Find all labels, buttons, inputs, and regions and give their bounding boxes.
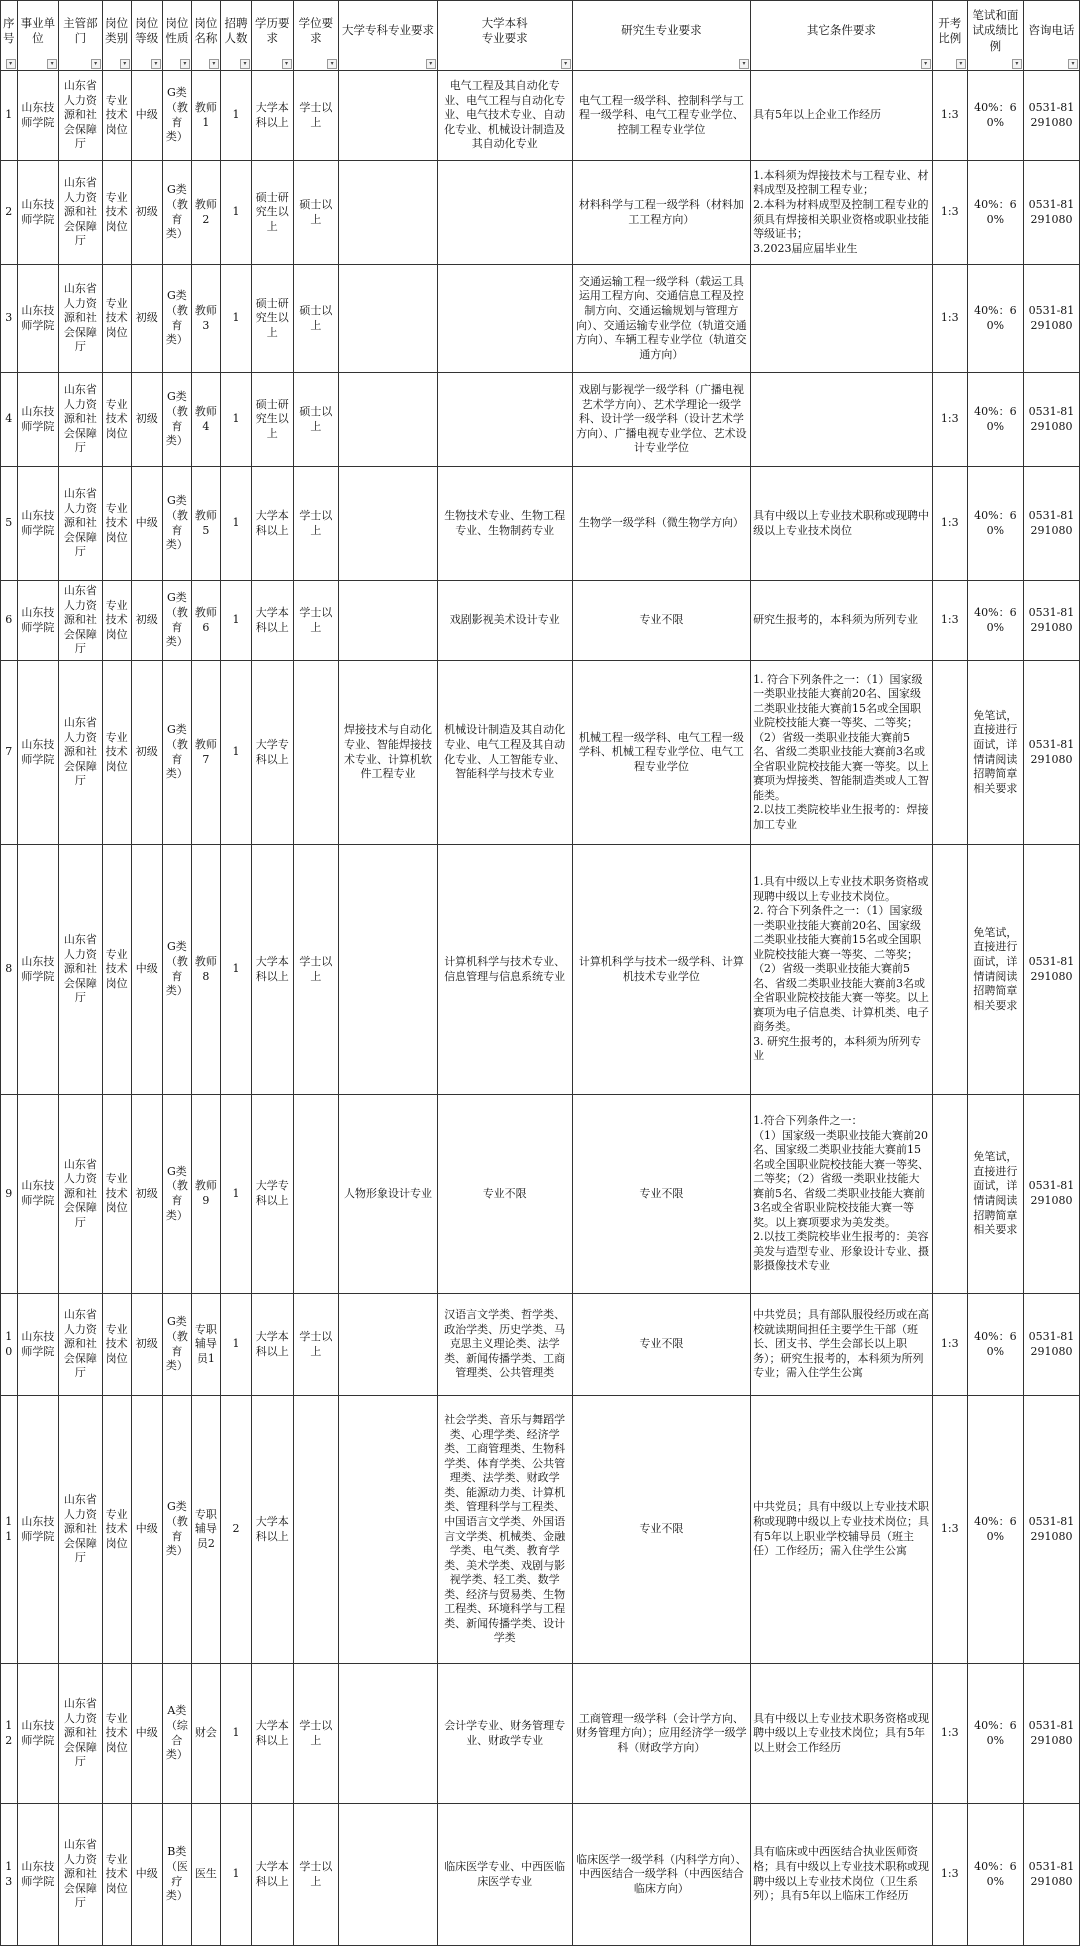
cell-weight: 40%：60% xyxy=(967,1804,1023,1946)
cell-ratio xyxy=(932,845,967,1095)
cell-level: 中级 xyxy=(131,467,162,581)
cell-weight: 免笔试，直接进行面试，详情请阅读招聘简章相关要求 xyxy=(967,661,1023,845)
table-row xyxy=(1,1804,1080,1946)
cell-graduate: 生物学一级学科（微生物学方向） xyxy=(572,467,750,581)
cell-graduate: 临床医学一级学科（内科学方向）、中西医结合一级学科（中西医结合临床方向） xyxy=(572,1804,750,1946)
cell-graduate: 专业不限 xyxy=(572,1294,750,1396)
table-row xyxy=(1,661,1080,845)
column-header-label: 大学专科专业要求 xyxy=(341,23,434,38)
cell-nature: G类（教育类） xyxy=(162,661,191,845)
cell-degree: 学士以上 xyxy=(293,1804,339,1946)
cell-unit: 山东技师学院 xyxy=(17,161,59,265)
cell-degree: 硕士以上 xyxy=(293,265,339,373)
cell-count: 1 xyxy=(220,581,251,661)
cell-count: 1 xyxy=(220,265,251,373)
cell-junior: 人物形象设计专业 xyxy=(339,1095,438,1294)
cell-degree: 学士以上 xyxy=(293,467,339,581)
cell-phone: 0531-81291080 xyxy=(1023,71,1079,161)
table-row xyxy=(1,1095,1080,1294)
cell-bachelor: 戏剧影视美术设计专业 xyxy=(437,581,572,661)
cell-nature: G类（教育类） xyxy=(162,1396,191,1664)
cell-nature: B类（医疗类） xyxy=(162,1804,191,1946)
cell-graduate: 机械工程一级学科、电气工程一级学科、机械工程专业学位、电气工程专业学位 xyxy=(572,661,750,845)
cell-bachelor: 电气工程及其自动化专业、电气工程与自动化专业、电气技术专业、自动化专业、机械设计制造及其自动化专业 xyxy=(437,71,572,161)
cell-unit: 山东技师学院 xyxy=(17,1294,59,1396)
cell-category: 专业技术岗位 xyxy=(102,71,131,161)
cell-count: 1 xyxy=(220,71,251,161)
filter-dropdown-icon[interactable]: ▾ xyxy=(561,59,571,69)
cell-degree: 学士以上 xyxy=(293,845,339,1095)
cell-edu: 硕士研究生以上 xyxy=(252,161,294,265)
cell-dept: 山东省人力资源和社会保障厅 xyxy=(59,161,103,265)
cell-name: 教师1 xyxy=(191,71,220,161)
cell-nature: G类（教育类） xyxy=(162,373,191,467)
cell-bachelor: 汉语言文学类、哲学类、政治学类、历史学类、马克思主义理论类、法学类、新闻传播学类、工商管理类、公共管理类 xyxy=(437,1294,572,1396)
cell-category: 专业技术岗位 xyxy=(102,1396,131,1664)
cell-weight: 40%：60% xyxy=(967,71,1023,161)
cell-count: 1 xyxy=(220,1294,251,1396)
cell-dept: 山东省人力资源和社会保障厅 xyxy=(59,373,103,467)
filter-dropdown-icon[interactable]: ▾ xyxy=(180,59,190,69)
filter-dropdown-icon[interactable]: ▾ xyxy=(209,59,219,69)
table-body xyxy=(1,71,1080,1946)
cell-other: 1.本科须为焊接技术与工程专业、材料成型及控制工程专业； 2.本科为材料成型及控制工程专业的须具有焊接相关职业资格或职业技能等级证书； 3.2023届应届毕业生 xyxy=(751,161,933,265)
cell-degree: 学士以上 xyxy=(293,1664,339,1804)
cell-category: 专业技术岗位 xyxy=(102,1294,131,1396)
cell-ratio: 1:3 xyxy=(932,161,967,265)
cell-degree xyxy=(293,661,339,845)
column-header-unit xyxy=(17,1,59,71)
cell-unit: 山东技师学院 xyxy=(17,581,59,661)
cell-degree: 学士以上 xyxy=(293,71,339,161)
cell-dept: 山东省人力资源和社会保障厅 xyxy=(59,1804,103,1946)
column-header-label: 招聘人数 xyxy=(224,15,248,45)
cell-nature: G类（教育类） xyxy=(162,1095,191,1294)
cell-category: 专业技术岗位 xyxy=(102,161,131,265)
cell-category: 专业技术岗位 xyxy=(102,1095,131,1294)
table-row xyxy=(1,467,1080,581)
cell-idx: 7 xyxy=(1,661,18,845)
cell-bachelor xyxy=(437,373,572,467)
cell-unit: 山东技师学院 xyxy=(17,265,59,373)
cell-dept: 山东省人力资源和社会保障厅 xyxy=(59,1396,103,1664)
cell-phone: 0531-81291080 xyxy=(1023,1396,1079,1664)
cell-ratio: 1:3 xyxy=(932,373,967,467)
cell-phone: 0531-81291080 xyxy=(1023,1664,1079,1804)
cell-other: 具有中级以上专业技术职务资格或现聘中级以上专业技术岗位；具有5年以上财会工作经历 xyxy=(751,1664,933,1804)
cell-edu: 大学专科以上 xyxy=(252,661,294,845)
cell-level: 初级 xyxy=(131,265,162,373)
cell-name: 教师7 xyxy=(191,661,220,845)
cell-level: 初级 xyxy=(131,161,162,265)
column-header-label: 其它条件要求 xyxy=(806,23,876,38)
column-header-label: 学历要求 xyxy=(255,15,290,45)
column-header-label: 岗位类别 xyxy=(105,15,129,45)
table-row xyxy=(1,1294,1080,1396)
cell-bachelor: 机械设计制造及其自动化专业、电气工程及其自动化专业、人工智能专业、智能科学与技术专业 xyxy=(437,661,572,845)
cell-level: 初级 xyxy=(131,661,162,845)
cell-dept: 山东省人力资源和社会保障厅 xyxy=(59,661,103,845)
table-row xyxy=(1,1664,1080,1804)
cell-junior xyxy=(339,373,438,467)
cell-unit: 山东技师学院 xyxy=(17,845,59,1095)
cell-phone: 0531-81291080 xyxy=(1023,1804,1079,1946)
column-header-label: 事业单位 xyxy=(20,15,56,45)
cell-junior xyxy=(339,1804,438,1946)
column-header-bachelor xyxy=(437,1,572,71)
filter-dropdown-icon[interactable]: ▾ xyxy=(151,59,161,69)
filter-dropdown-icon[interactable]: ▾ xyxy=(120,59,130,69)
cell-weight: 40%：60% xyxy=(967,1294,1023,1396)
cell-degree: 硕士以上 xyxy=(293,373,339,467)
filter-dropdown-icon[interactable]: ▾ xyxy=(47,59,57,69)
cell-count: 1 xyxy=(220,1804,251,1946)
cell-level: 中级 xyxy=(131,845,162,1095)
column-header-level xyxy=(131,1,162,71)
cell-junior xyxy=(339,467,438,581)
cell-junior xyxy=(339,845,438,1095)
column-header-phone xyxy=(1023,1,1079,71)
column-header-label: 大学本科 专业要求 xyxy=(481,15,528,45)
cell-count: 1 xyxy=(220,661,251,845)
cell-degree xyxy=(293,1095,339,1294)
cell-ratio: 1:3 xyxy=(932,1396,967,1664)
filter-dropdown-icon[interactable]: ▾ xyxy=(739,59,749,69)
column-header-label: 序号 xyxy=(3,15,15,45)
cell-graduate: 戏剧与影视学一级学科（广播电视艺术学方向）、艺术学理论一级学科、设计学一级学科（设计艺术学方向）、广播电视专业学位、艺术设计专业学位 xyxy=(572,373,750,467)
column-header-dept xyxy=(59,1,103,71)
cell-phone: 0531-81291080 xyxy=(1023,161,1079,265)
cell-other: 研究生报考的，本科须为所列专业 xyxy=(751,581,933,661)
cell-graduate: 计算机科学与技术一级学科、计算机技术专业学位 xyxy=(572,845,750,1095)
filter-dropdown-icon[interactable]: ▾ xyxy=(282,59,292,69)
cell-dept: 山东省人力资源和社会保障厅 xyxy=(59,1095,103,1294)
cell-idx: 1 xyxy=(1,71,18,161)
cell-bachelor xyxy=(437,265,572,373)
cell-other: 具有中级以上专业技术职称或现聘中级以上专业技术岗位 xyxy=(751,467,933,581)
column-header-label: 岗位名称 xyxy=(194,15,218,45)
cell-category: 专业技术岗位 xyxy=(102,373,131,467)
cell-weight: 免笔试，直接进行面试，详情请阅读招聘简章相关要求 xyxy=(967,1095,1023,1294)
cell-dept: 山东省人力资源和社会保障厅 xyxy=(59,581,103,661)
cell-edu: 大学本科以上 xyxy=(252,1294,294,1396)
column-header-label: 岗位性质 xyxy=(165,15,189,45)
table-row xyxy=(1,161,1080,265)
cell-degree xyxy=(293,1396,339,1664)
cell-count: 2 xyxy=(220,1396,251,1664)
cell-junior xyxy=(339,1396,438,1664)
cell-other: 1. 符合下列条件之一：（1）国家级一类职业技能大赛前20名、国家级二类职业技能大赛前15名或全国职业院校技能大赛一等奖、二等奖；（2）省级一类职业技能大赛前5名、省级二类职业技能大赛前3名或全省职业院校技能大赛一等奖。以上赛项为焊接类、智能制造类或人工智能类。 2.以技工类院校毕业生报考的：焊接加工专业 xyxy=(751,661,933,845)
cell-dept: 山东省人力资源和社会保障厅 xyxy=(59,467,103,581)
cell-dept: 山东省人力资源和社会保障厅 xyxy=(59,71,103,161)
cell-edu: 大学本科以上 xyxy=(252,1804,294,1946)
cell-edu: 大学专科以上 xyxy=(252,1095,294,1294)
cell-nature: G类（教育类） xyxy=(162,71,191,161)
cell-idx: 12 xyxy=(1,1664,18,1804)
cell-bachelor: 临床医学专业、中西医临床医学专业 xyxy=(437,1804,572,1946)
filter-dropdown-icon[interactable]: ▾ xyxy=(921,59,931,69)
cell-count: 1 xyxy=(220,467,251,581)
filter-dropdown-icon[interactable]: ▾ xyxy=(426,59,436,69)
cell-bachelor xyxy=(437,161,572,265)
column-header-count xyxy=(220,1,251,71)
cell-idx: 9 xyxy=(1,1095,18,1294)
filter-dropdown-icon[interactable]: ▾ xyxy=(1012,59,1022,69)
cell-idx: 13 xyxy=(1,1804,18,1946)
cell-nature: G类（教育类） xyxy=(162,845,191,1095)
cell-edu: 大学本科以上 xyxy=(252,1664,294,1804)
cell-ratio: 1:3 xyxy=(932,1294,967,1396)
cell-name: 教师8 xyxy=(191,845,220,1095)
table-row xyxy=(1,1396,1080,1664)
cell-unit: 山东技师学院 xyxy=(17,1804,59,1946)
column-header-degree xyxy=(293,1,339,71)
cell-graduate: 工商管理一级学科（会计学方向、财务管理方向）；应用经济学一级学科（财政学方向） xyxy=(572,1664,750,1804)
cell-category: 专业技术岗位 xyxy=(102,1664,131,1804)
cell-idx: 5 xyxy=(1,467,18,581)
cell-ratio: 1:3 xyxy=(932,71,967,161)
cell-nature: G类（教育类） xyxy=(162,467,191,581)
cell-count: 1 xyxy=(220,1664,251,1804)
cell-other: 1.符合下列条件之一： （1）国家级一类职业技能大赛前20名、国家级二类职业技能大赛前15名或全国职业院校技能大赛一等奖、二等奖；（2）省级一类职业技能大赛前5名、省级二类职业技能大赛前3名或全省职业院校技能大赛一等奖。以上赛项要求为美发类。 2.以技工类院校毕业生报考的：美容美发与造型专业、形象设计专业、摄影摄像技术专业 xyxy=(751,1095,933,1294)
cell-name: 教师5 xyxy=(191,467,220,581)
cell-dept: 山东省人力资源和社会保障厅 xyxy=(59,1664,103,1804)
cell-level: 中级 xyxy=(131,1396,162,1664)
cell-graduate: 专业不限 xyxy=(572,1396,750,1664)
cell-graduate: 专业不限 xyxy=(572,1095,750,1294)
cell-graduate: 专业不限 xyxy=(572,581,750,661)
cell-graduate: 电气工程一级学科、控制科学与工程一级学科、电气工程专业学位、控制工程专业学位 xyxy=(572,71,750,161)
table-row xyxy=(1,845,1080,1095)
column-header-name xyxy=(191,1,220,71)
cell-idx: 11 xyxy=(1,1396,18,1664)
cell-nature: G类（教育类） xyxy=(162,581,191,661)
column-header-ratio xyxy=(932,1,967,71)
cell-degree: 硕士以上 xyxy=(293,161,339,265)
cell-phone: 0531-81291080 xyxy=(1023,1294,1079,1396)
column-header-nature xyxy=(162,1,191,71)
cell-degree: 学士以上 xyxy=(293,581,339,661)
cell-name: 专职辅导员1 xyxy=(191,1294,220,1396)
cell-degree: 学士以上 xyxy=(293,1294,339,1396)
cell-phone: 0531-81291080 xyxy=(1023,373,1079,467)
cell-level: 初级 xyxy=(131,373,162,467)
table-row xyxy=(1,581,1080,661)
cell-phone: 0531-81291080 xyxy=(1023,661,1079,845)
cell-name: 财会 xyxy=(191,1664,220,1804)
cell-ratio xyxy=(932,1095,967,1294)
cell-name: 专职辅导员2 xyxy=(191,1396,220,1664)
cell-weight: 40%：60% xyxy=(967,1664,1023,1804)
table-row xyxy=(1,265,1080,373)
cell-other: 具有5年以上企业工作经历 xyxy=(751,71,933,161)
column-header-label: 岗位等级 xyxy=(135,15,159,45)
cell-idx: 6 xyxy=(1,581,18,661)
cell-name: 教师3 xyxy=(191,265,220,373)
header-row xyxy=(1,1,1080,71)
cell-other: 中共党员；具有中级以上专业技术职称或现聘中级以上专业技术岗位；具有5年以上职业学校辅导员（班主任）工作经历；需入住学生公寓 xyxy=(751,1396,933,1664)
cell-count: 1 xyxy=(220,1095,251,1294)
cell-category: 专业技术岗位 xyxy=(102,581,131,661)
cell-weight: 40%：60% xyxy=(967,581,1023,661)
cell-junior xyxy=(339,265,438,373)
cell-level: 初级 xyxy=(131,1095,162,1294)
cell-unit: 山东技师学院 xyxy=(17,1396,59,1664)
cell-name: 医生 xyxy=(191,1804,220,1946)
cell-idx: 8 xyxy=(1,845,18,1095)
cell-edu: 大学本科以上 xyxy=(252,845,294,1095)
cell-weight: 40%：60% xyxy=(967,467,1023,581)
column-header-graduate xyxy=(572,1,750,71)
filter-dropdown-icon[interactable]: ▾ xyxy=(327,59,337,69)
cell-edu: 大学本科以上 xyxy=(252,467,294,581)
cell-edu: 大学本科以上 xyxy=(252,1396,294,1664)
cell-edu: 硕士研究生以上 xyxy=(252,265,294,373)
cell-category: 专业技术岗位 xyxy=(102,1804,131,1946)
cell-dept: 山东省人力资源和社会保障厅 xyxy=(59,1294,103,1396)
cell-junior: 焊接技术与自动化专业、智能焊接技术专业、计算机软件工程专业 xyxy=(339,661,438,845)
cell-idx: 3 xyxy=(1,265,18,373)
cell-unit: 山东技师学院 xyxy=(17,1664,59,1804)
column-header-label: 研究生专业要求 xyxy=(621,23,702,38)
column-header-label: 学位要求 xyxy=(298,15,334,45)
cell-bachelor: 社会学类、音乐与舞蹈学类、心理学类、经济学类、工商管理类、生物科学类、体育学类、公共管理类、法学类、财政学类、能源动力类、计算机类、管理科学与工程类、中国语言文学类、外国语言文学类、机械类、金融学类、电气类、教育学类、美术学类、戏剧与影视学类、轻工类、数学类、经济与贸易类、生物工程类、环境科学与工程类、新闻传播学类、设计学类 xyxy=(437,1396,572,1664)
cell-weight: 免笔试，直接进行面试，详情请阅读招聘简章相关要求 xyxy=(967,845,1023,1095)
cell-name: 教师9 xyxy=(191,1095,220,1294)
cell-bachelor: 计算机科学与技术专业、信息管理与信息系统专业 xyxy=(437,845,572,1095)
cell-junior xyxy=(339,71,438,161)
cell-level: 中级 xyxy=(131,1664,162,1804)
cell-phone: 0531-81291080 xyxy=(1023,467,1079,581)
filter-dropdown-icon[interactable]: ▾ xyxy=(956,59,966,69)
cell-category: 专业技术岗位 xyxy=(102,661,131,845)
cell-edu: 大学本科以上 xyxy=(252,71,294,161)
cell-category: 专业技术岗位 xyxy=(102,265,131,373)
cell-count: 1 xyxy=(220,161,251,265)
column-header-other xyxy=(751,1,933,71)
cell-bachelor: 会计学专业、财务管理专业、财政学专业 xyxy=(437,1664,572,1804)
cell-idx: 10 xyxy=(1,1294,18,1396)
cell-phone: 0531-81291080 xyxy=(1023,845,1079,1095)
filter-dropdown-icon[interactable]: ▾ xyxy=(240,59,250,69)
cell-junior xyxy=(339,581,438,661)
cell-level: 初级 xyxy=(131,1294,162,1396)
cell-other: 具有临床或中西医结合执业医师资格；具有中级以上专业技术职称或现聘中级以上专业技术岗位（卫生系列）；具有5年以上临床工作经历 xyxy=(751,1804,933,1946)
cell-ratio: 1:3 xyxy=(932,1804,967,1946)
column-header-edu xyxy=(252,1,294,71)
cell-other: 中共党员；具有部队服役经历或在高校就读期间担任主要学生干部（班长、团支书、学生会部长以上职务）；研究生报考的，本科须为所列专业；需入住学生公寓 xyxy=(751,1294,933,1396)
cell-name: 教师2 xyxy=(191,161,220,265)
cell-idx: 4 xyxy=(1,373,18,467)
table-header xyxy=(1,1,1080,71)
cell-category: 专业技术岗位 xyxy=(102,467,131,581)
cell-dept: 山东省人力资源和社会保障厅 xyxy=(59,845,103,1095)
table-row xyxy=(1,373,1080,467)
cell-other: 1.具有中级以上专业技术职务资格或现聘中级以上专业技术岗位。 2. 符合下列条件之一：（1）国家级一类职业技能大赛前20名、国家级二类职业技能大赛前15名或全国职业院校技能大赛一等奖、二等奖；（2）省级一类职业技能大赛前5名、省级二类职业技能大赛前3名或全省职业院校技能大赛一等奖。以上赛项为电子信息类、计算机类、电子商务类。 3. 研究生报考的，本科须为所列专业 xyxy=(751,845,933,1095)
cell-nature: G类（教育类） xyxy=(162,161,191,265)
cell-ratio: 1:3 xyxy=(932,1664,967,1804)
cell-level: 初级 xyxy=(131,581,162,661)
cell-weight: 40%：60% xyxy=(967,373,1023,467)
cell-ratio: 1:3 xyxy=(932,467,967,581)
column-header-label: 咨询电话 xyxy=(1028,23,1075,38)
cell-ratio: 1:3 xyxy=(932,581,967,661)
cell-junior xyxy=(339,1664,438,1804)
column-header-idx xyxy=(1,1,18,71)
cell-nature: G类（教育类） xyxy=(162,265,191,373)
cell-phone: 0531-81291080 xyxy=(1023,1095,1079,1294)
cell-idx: 2 xyxy=(1,161,18,265)
column-header-label: 开考比例 xyxy=(938,15,962,45)
cell-graduate: 交通运输工程一级学科（载运工具运用工程方向、交通信息工程及控制方向、交通运输规划与管理方向）、交通运输专业学位（轨道交通方向）、车辆工程专业学位（轨道交通方向） xyxy=(572,265,750,373)
cell-unit: 山东技师学院 xyxy=(17,1095,59,1294)
column-header-label: 笔试和面试成绩比例 xyxy=(972,8,1019,53)
cell-count: 1 xyxy=(220,845,251,1095)
column-header-weight xyxy=(967,1,1023,71)
cell-nature: A类（综合类） xyxy=(162,1664,191,1804)
cell-unit: 山东技师学院 xyxy=(17,71,59,161)
filter-dropdown-icon[interactable]: ▾ xyxy=(1068,59,1078,69)
cell-count: 1 xyxy=(220,373,251,467)
filter-dropdown-icon[interactable]: ▾ xyxy=(91,59,101,69)
cell-ratio xyxy=(932,661,967,845)
cell-bachelor: 专业不限 xyxy=(437,1095,572,1294)
cell-junior xyxy=(339,161,438,265)
column-header-category xyxy=(102,1,131,71)
cell-phone: 0531-81291080 xyxy=(1023,265,1079,373)
cell-other xyxy=(751,265,933,373)
cell-level: 中级 xyxy=(131,71,162,161)
cell-name: 教师6 xyxy=(191,581,220,661)
cell-phone: 0531-81291080 xyxy=(1023,581,1079,661)
cell-edu: 硕士研究生以上 xyxy=(252,373,294,467)
cell-nature: G类（教育类） xyxy=(162,1294,191,1396)
cell-category: 专业技术岗位 xyxy=(102,845,131,1095)
cell-edu: 大学本科以上 xyxy=(252,581,294,661)
table-row xyxy=(1,71,1080,161)
cell-junior xyxy=(339,1294,438,1396)
cell-weight: 40%：60% xyxy=(967,161,1023,265)
cell-ratio: 1:3 xyxy=(932,265,967,373)
cell-weight: 40%：60% xyxy=(967,1396,1023,1664)
cell-unit: 山东技师学院 xyxy=(17,661,59,845)
cell-weight: 40%：60% xyxy=(967,265,1023,373)
cell-name: 教师4 xyxy=(191,373,220,467)
cell-bachelor: 生物技术专业、生物工程专业、生物制药专业 xyxy=(437,467,572,581)
filter-dropdown-icon[interactable]: ▾ xyxy=(6,59,16,69)
cell-other xyxy=(751,373,933,467)
column-header-label: 主管部门 xyxy=(63,15,98,45)
cell-unit: 山东技师学院 xyxy=(17,373,59,467)
cell-unit: 山东技师学院 xyxy=(17,467,59,581)
cell-level: 中级 xyxy=(131,1804,162,1946)
column-header-junior xyxy=(339,1,438,71)
cell-dept: 山东省人力资源和社会保障厅 xyxy=(59,265,103,373)
cell-graduate: 材料科学与工程一级学科（材料加工工程方向） xyxy=(572,161,750,265)
